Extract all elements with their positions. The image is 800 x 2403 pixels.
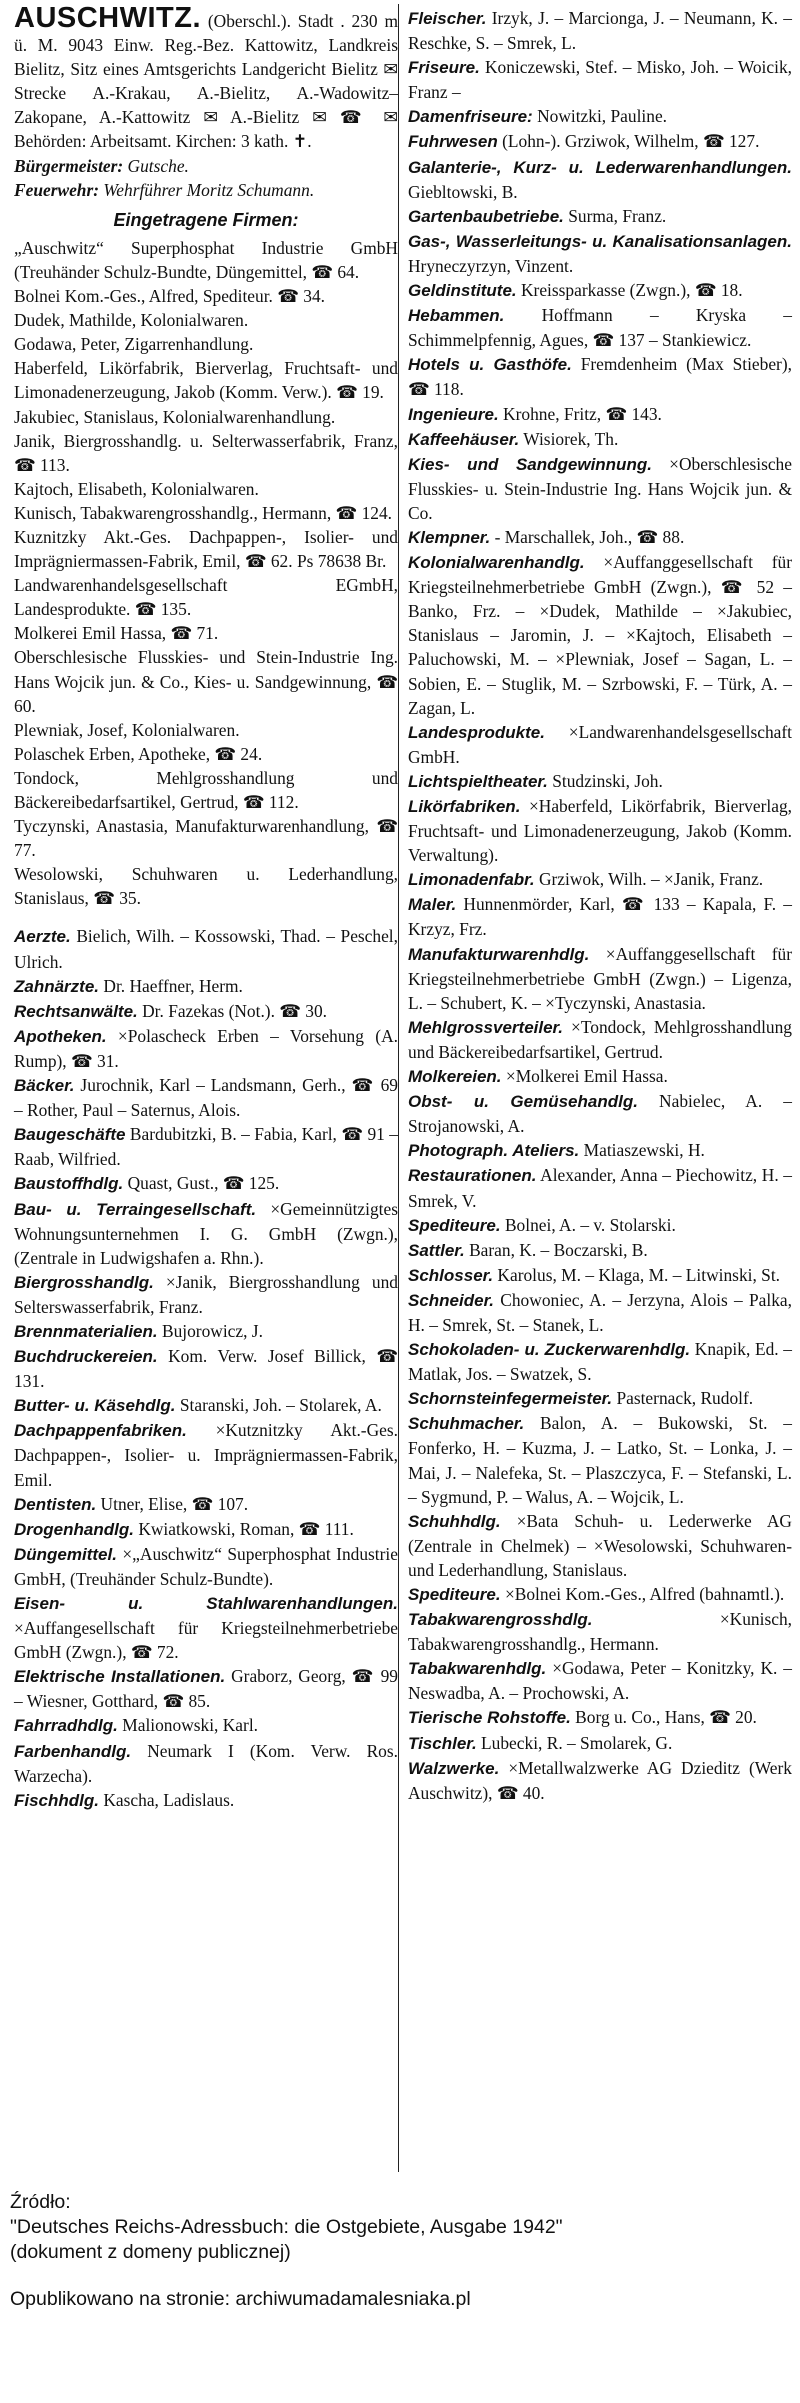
category-heading: Tabakwarengrosshdlg. — [408, 1610, 593, 1630]
category-heading: Klempner. — [408, 527, 491, 547]
directory-entry — [408, 278, 792, 303]
entry-text: Nabielec, A. – Strojanowski, A. — [408, 1091, 792, 1137]
category-heading: Photograph. Ateliers. — [408, 1141, 580, 1161]
entry-text: Dr. Fazekas (Not.). ☎ 30. — [142, 1000, 328, 1021]
category-heading: Spediteure. — [408, 1585, 501, 1604]
firm-entry: Tondock, Mehlgrosshandlung und Bäckereibedarfsartikel, Gertrud, ☎ 112. — [14, 767, 398, 812]
firm-entry: Bolnei Kom.-Ges., Alfred, Spediteur. ☎ 34. — [14, 286, 325, 307]
entry-text: ×Oberschlesische Flusskies- u. Stein-Industrie Ing. Hans Wojcik jun. & Co. — [408, 453, 792, 523]
category-heading: Tierische Rohstoffe. — [408, 1708, 571, 1728]
category-heading: Hebammen. — [408, 306, 505, 326]
entry-text: ×Gemeinnützigtes Wohnungsunternehmen I. G. GmbH (Zwgn.), (Zentrale in Ludwigshafen a. Rhn.). — [14, 1198, 398, 1268]
directory-entry — [14, 1517, 398, 1542]
directory-entry — [14, 1713, 398, 1738]
directory-entry — [408, 1731, 792, 1756]
directory-entry — [14, 1344, 398, 1393]
firm-entry: Kajtoch, Elisabeth, Kolonialwaren. — [14, 478, 259, 499]
firm-entry: Molkerei Emil Hassa, ☎ 71. — [14, 623, 219, 644]
firm-entry: Kunisch, Tabakwarengrosshandlg., Hermann, ☎ 124. — [14, 502, 392, 523]
category-heading: Schornsteinfegermeister. — [408, 1389, 613, 1409]
category-heading: Molkereien. — [408, 1067, 502, 1087]
category-heading: Rechtsanwälte. — [14, 1001, 138, 1021]
entry-text: Pasternack, Rudolf. — [616, 1388, 754, 1409]
category-heading: Obst- u. Gemüsehandlg. — [408, 1092, 638, 1112]
directory-entry — [14, 1542, 398, 1591]
category-heading: Zahnärzte. — [14, 976, 100, 996]
right-category-list — [408, 6, 792, 1805]
entry-text: ×Kutznitzky Akt.-Ges. Dachpappen-, Isolier- u. Imprägniermassen-Fabrik, Emil. — [14, 1420, 398, 1490]
category-heading: Baugeschäfte — [14, 1125, 126, 1145]
entry-text: Kreissparkasse (Zwgn.), ☎ 18. — [520, 280, 743, 301]
entry-text: ×Haberfeld, Likörfabrik, Bierverlag, Fruchtsaft- und Limonadenerzeugung, Jakob (Komm. Verwaltung). — [408, 796, 792, 866]
section-gap — [14, 910, 398, 924]
source-title: "Deutsches Reichs-Adressbuch: die Ostgebiete, Ausgabe 1942" — [10, 2216, 563, 2238]
category-heading: Drogenhandlg. — [14, 1519, 134, 1539]
category-heading: Kolonialwarenhandlg. — [408, 553, 585, 573]
directory-entry — [408, 892, 792, 941]
entry-text: Matiaszewski, H. — [583, 1140, 705, 1161]
category-heading: Restaurationen. — [408, 1166, 537, 1186]
entry-text: Bolnei, A. – v. Stolarski. — [504, 1214, 676, 1235]
category-heading: Schlosser. — [408, 1265, 494, 1285]
directory-entry — [408, 867, 792, 892]
firm-entry: Wesolowski, Schuhwaren u. Lederhandlung, Stanislaus, ☎ 35. — [14, 864, 398, 909]
entry-text: ×Godawa, Peter – Konitzky, K. – Neswadba, A. – Prochowski, A. — [408, 1658, 792, 1704]
directory-entry — [408, 1756, 792, 1805]
entry-text: ×Auffangesellschaft für Kriegsteilnehmerbetriebe GmbH (Zwgn.), ☎ 72. — [14, 1618, 398, 1663]
entry-text: Jurochnik, Karl – Landsmann, Gerh., ☎ 69 – Rother, Paul – Saternus, Alois. — [14, 1075, 398, 1121]
entry-text: Bardubitzki, B. – Fabia, Karl, ☎ 91 – Raab, Wilfried. — [14, 1124, 398, 1170]
category-heading: Aerzte. — [14, 927, 71, 947]
category-heading: Fischhdlg. — [14, 1790, 99, 1810]
entry-text: ×Tondock, Mehlgrosshandlung und Bäckereibedarfsartikel, Gertrud. — [408, 1016, 792, 1062]
entry-text: Irzyk, J. – Marcionga, J. – Neumann, K. – Reschke, S. – Smrek, L. — [408, 8, 792, 54]
entry-text: ×Landwarenhandelsgesellschaft GmbH. — [408, 721, 792, 767]
column-divider — [398, 4, 399, 2172]
right-column — [408, 6, 792, 1805]
entry-text: Kwiatkowski, Roman, ☎ 111. — [138, 1518, 354, 1539]
entry-text: ×Bata Schuh- u. Lederwerke AG (Zentrale in Chelmek) – ×Wesolowski, Schuhwaren- und Lederhandlung, Stanislaus. — [408, 1510, 792, 1580]
directory-entry — [408, 525, 792, 550]
category-heading: Geldinstitute. — [408, 281, 517, 301]
firm-entry: Godawa, Peter, Zigarrenhandlung. — [14, 334, 254, 355]
directory-entry — [408, 794, 792, 867]
directory-entry — [408, 104, 792, 129]
firms-list — [14, 236, 398, 911]
entry-text: Neumark I (Kom. Verw. Ros. Warzecha). — [14, 1740, 398, 1786]
firms-heading: Eingetragene Firmen: — [113, 209, 299, 230]
entry-text: Bujorowicz, J. — [161, 1320, 263, 1341]
directory-entry — [14, 1418, 398, 1491]
entry-text: ×Bolnei Kom.-Ges., Alfred (bahnamtl.). — [504, 1584, 785, 1604]
entry-text: Kom. Verw. Josef Billick, ☎ 131. — [14, 1346, 398, 1392]
directory-entry — [408, 1386, 792, 1411]
category-heading: Apotheken. — [14, 1026, 107, 1046]
source-label: Źródło: — [10, 2191, 71, 2213]
entry-text: ×Molkerei Emil Hassa. — [505, 1066, 668, 1087]
entry-text: Fremdenheim (Max Stieber), ☎ 118. — [408, 354, 792, 400]
entry-text: Knapik, Ed. – Matlak, Jos. – Swatzek, S. — [408, 1339, 792, 1385]
entry-text: Kascha, Ladislaus. — [103, 1789, 235, 1810]
directory-entry — [408, 204, 792, 229]
entry-text: Balon, A. – Bukowski, St. – Fonferko, H. – Kuzma, J. – Latko, St. – Lonka, J. – Mai, J. – Nalefeka, St. – Plaszczyca, F. – Stefanski, L. – Sygmund, P. – Walus, A. – Wojcik, L. — [408, 1413, 792, 1507]
category-heading: Schokoladen- u. Zuckerwarenhdlg. — [408, 1340, 691, 1360]
category-heading: Limonadenfabr. — [408, 870, 535, 890]
firm-entry: Kuznitzky Akt.-Ges. Dachpappen-, Isolier- und Imprägniermassen-Fabrik, Emil, ☎ 62. Ps 78638 Br. — [14, 526, 398, 572]
firm-entry: Janik, Biergrosshandlg. u. Selterwasserfabrik, Franz, ☎ 113. — [14, 430, 398, 475]
category-heading: Tabakwarenhdlg. — [408, 1659, 547, 1679]
category-heading: Likörfabriken. — [408, 797, 521, 816]
entry-text: Dr. Haeffner, Herm. — [103, 975, 243, 996]
directory-entry — [408, 452, 792, 525]
category-heading: Fuhrwesen — [408, 132, 498, 152]
entry-text: Studzinski, Joh. — [552, 770, 663, 791]
category-heading: Kaffeehäuser. — [408, 429, 520, 449]
directory-entry — [408, 129, 792, 154]
entry-text: ×Auffanggesellschaft für Kriegsteilnehmerbetriebe GmbH (Zwgn.) – Ligenza, L. – Schubert, K. – ×Tyczynski, Anastasia. — [408, 943, 792, 1013]
entry-text: ×Auffanggesellschaft für Kriegsteilnehmerbetriebe GmbH (Zwgn.), ☎ 52 – Banko, Frz. – ×Dudek, Mathilde – ×Jakubiec, Stanislaus – Jaromin, J. – ×Kajtoch, Elisabeth – Paluchowski, M. – ×Plewniak, Josef – Sagan, L. – Sobien, E. – Stuglik, M. – Szrbowski, F. – Türk, A. – Zagan, L. — [408, 552, 792, 718]
entry-text: Hoffmann – Kryska – Schimmelpfennig, Agues, ☎ 137 – Stankiewicz. — [408, 305, 792, 351]
city-title: AUSCHWITZ. — [14, 2, 202, 34]
category-heading: Manufakturwarenhdlg. — [408, 944, 590, 964]
entry-text: Chowoniec, A. – Jerzyna, Alois – Palka, H. – Smrek, St. – Stanek, L. — [408, 1289, 792, 1335]
mayor-label: Bürgermeister: — [14, 155, 124, 176]
entry-text: Karolus, M. – Klaga, M. – Litwinski, St. — [497, 1264, 781, 1285]
category-heading: Damenfriseure: — [408, 107, 533, 127]
directory-entry — [408, 1582, 792, 1607]
category-heading: Gartenbaubetriebe. — [408, 206, 564, 226]
directory-entry — [408, 1509, 792, 1582]
directory-entry — [14, 1739, 398, 1788]
category-heading: Lichtspieltheater. — [408, 771, 548, 791]
category-heading: Fleischer. — [408, 9, 487, 28]
entry-text: (Lohn-). Grziwok, Wilhelm, ☎ 127. — [502, 131, 760, 152]
directory-entry — [14, 1492, 398, 1517]
directory-entry — [408, 155, 792, 204]
directory-entry — [408, 1705, 792, 1730]
category-heading: Dachpappenfabriken. — [14, 1421, 187, 1441]
directory-entry — [14, 1171, 398, 1196]
directory-entry — [14, 1122, 398, 1171]
directory-entry — [14, 999, 398, 1024]
category-heading: Friseure. — [408, 58, 480, 78]
directory-entry — [14, 1591, 398, 1664]
firm-entry: Polaschek Erben, Apotheke, ☎ 24. — [14, 743, 263, 764]
category-heading: Bäcker. — [14, 1076, 75, 1096]
directory-entry — [14, 1073, 398, 1122]
directory-entry — [408, 1411, 792, 1508]
category-heading: Butter- u. Käsehdlg. — [14, 1396, 176, 1416]
directory-entry — [408, 1064, 792, 1089]
entry-text: Staranski, Joh. – Stolarek, A. — [179, 1395, 382, 1416]
source-note: (dokument z domeny publicznej) — [10, 2241, 291, 2263]
entry-text: Quast, Gust., ☎ 125. — [127, 1173, 280, 1194]
directory-entry — [408, 55, 792, 104]
directory-entry — [408, 1263, 792, 1288]
fire-label: Feuerwehr: — [14, 179, 100, 200]
entry-text: - Marschallek, Joh., ☎ 88. — [494, 526, 685, 547]
firm-entry: Landwarenhandelsgesellschaft EGmbH, Landesprodukte. ☎ 135. — [14, 575, 398, 620]
entry-text: Wisiorek, Th. — [523, 428, 619, 449]
category-heading: Tischler. — [408, 1733, 477, 1753]
category-heading: Mehlgrossverteiler. — [408, 1017, 563, 1037]
category-heading: Spediteure. — [408, 1215, 501, 1235]
category-heading: Dentisten. — [14, 1494, 97, 1514]
entry-text: Graborz, Georg, ☎ 99 – Wiesner, Gotthard, ☎ 85. — [14, 1666, 398, 1712]
category-heading: Schuhhdlg. — [408, 1511, 501, 1531]
entry-text: Surma, Franz. — [568, 205, 667, 226]
directory-entry — [408, 720, 792, 769]
category-heading: Biergrosshandlg. — [14, 1272, 154, 1292]
fire-line — [14, 178, 398, 202]
entry-text: Borg u. Co., Hans, ☎ 20. — [575, 1707, 757, 1728]
firm-entry: Jakubiec, Stanislaus, Kolonialwarenhandlung. — [14, 406, 336, 427]
directory-entry — [408, 6, 792, 55]
entry-text: ×Kunisch, Tabakwarengrosshandlg., Hermann. — [408, 1609, 792, 1655]
category-heading: Buchdruckereien. — [14, 1347, 158, 1367]
category-heading: Walzwerke. — [408, 1758, 500, 1778]
published-line: Opublikowano na stronie: archiwumadamalesniaka.pl — [10, 2288, 471, 2310]
entry-text: ×Metallwalzwerke AG Dzieditz (Werk Auschwitz), ☎ 40. — [408, 1757, 792, 1803]
mayor-value: Gutsche. — [127, 155, 189, 176]
directory-entry — [408, 1607, 792, 1656]
entry-text: Utner, Elise, ☎ 107. — [100, 1493, 249, 1514]
entry-text: Lubecki, R. – Smolarek, G. — [481, 1732, 673, 1753]
directory-entry — [14, 1270, 398, 1319]
source-footer — [10, 2190, 790, 2312]
firm-entry: Oberschlesische Flusskies- und Stein-Industrie Ing. Hans Wojcik jun. & Co., Kies- u. Sandgewinnung, ☎ 60. — [14, 647, 398, 716]
directory-entry — [408, 1015, 792, 1064]
directory-entry — [14, 1664, 398, 1713]
left-category-list — [14, 924, 398, 1812]
entry-text: Alexander, Anna – Piechowitz, H. – Smrek, V. — [408, 1165, 792, 1211]
firm-entry: Tyczynski, Anastasia, Manufakturwarenhandlung, ☎ 77. — [14, 816, 398, 861]
category-heading: Eisen- u. Stahlwarenhandlungen. — [14, 1594, 398, 1613]
category-heading: Galanterie-, Kurz- u. Lederwarenhandlungen. — [408, 157, 792, 177]
entry-text: Nowitzki, Pauline. — [537, 106, 668, 127]
directory-entry — [14, 1393, 398, 1418]
directory-entry — [408, 402, 792, 427]
entry-text: Koniczewski, Stef. – Misko, Joh. – Woicik, Franz – — [408, 57, 792, 103]
entry-text: Krohne, Fritz, ☎ 143. — [503, 403, 662, 424]
entry-text: Malionowski, Karl. — [122, 1715, 258, 1736]
firm-entry: Plewniak, Josef, Kolonialwaren. — [14, 719, 240, 740]
category-heading: Düngemittel. — [14, 1544, 117, 1564]
directory-entry — [14, 1197, 398, 1270]
directory-entry — [408, 1337, 792, 1386]
category-heading: Farbenhandlg. — [14, 1741, 132, 1761]
directory-entry — [408, 1213, 792, 1238]
directory-entry — [14, 974, 398, 999]
city-intro: (Oberschl.). Stadt . 230 m ü. M. 9043 Einw. Reg.-Bez. Kattowitz, Landkreis Bielitz, Sitz eines Amtsgerichts Landgericht Bielitz ✉ Strecke A.-Krakau, A.-Bielitz, A.-Wadowitz–Zakopane, A.-Kattowitz ✉ A.-Bielitz ✉ ☎ ✉ Behörden: Arbeitsamt. Kirchen: 3 kath. ✝. — [14, 11, 398, 152]
directory-entry — [408, 1238, 792, 1263]
entry-text: ×Polascheck Erben – Vorsehung (A. Rump), ☎ 31. — [14, 1025, 398, 1071]
entry-text: Baran, K. – Boczarski, B. — [469, 1239, 648, 1260]
entry-text: Grziwok, Wilh. – ×Janik, Franz. — [538, 869, 764, 890]
entry-text: Bielich, Wilh. – Kossowski, Thad. – Peschel, Ulrich. — [14, 926, 398, 972]
directory-entry — [408, 1138, 792, 1163]
fire-value: Wehrführer Moritz Schumann. — [103, 179, 315, 200]
category-heading: Kies- und Sandgewinnung. — [408, 454, 652, 474]
directory-entry — [408, 769, 792, 794]
category-heading: Sattler. — [408, 1240, 465, 1260]
category-heading: Fahrradhdlg. — [14, 1716, 118, 1736]
directory-entry — [408, 1288, 792, 1337]
category-heading: Elektrische Installationen. — [14, 1667, 226, 1687]
directory-entry — [408, 1089, 792, 1138]
entry-text: Hunnenmörder, Karl, ☎ 133 – Kapala, F. – Krzyz, Frz. — [408, 894, 792, 940]
directory-entry — [14, 924, 398, 973]
category-heading: Ingenieure. — [408, 404, 499, 424]
firm-entry: Haberfeld, Likörfabrik, Bierverlag, Fruchtsaft- und Limonadenerzeugung, Jakob (Komm. Verw.). ☎ 19. — [14, 358, 398, 403]
directory-entry — [408, 352, 792, 401]
category-heading: Schneider. — [408, 1290, 494, 1310]
category-heading: Hotels u. Gasthöfe. — [408, 355, 572, 375]
entry-text: Hryneczyrzyn, Vinzent. — [408, 255, 574, 276]
category-heading: Bau- u. Terraingesellschaft. — [14, 1199, 257, 1219]
category-heading: Brennmaterialien. — [14, 1321, 158, 1341]
directory-entry — [408, 229, 792, 278]
category-heading: Landesprodukte. — [408, 722, 545, 742]
firm-entry: Dudek, Mathilde, Kolonialwaren. — [14, 310, 249, 331]
directory-entry — [408, 427, 792, 452]
entry-text: ×„Auschwitz“ Superphosphat Industrie GmbH, (Treuhänder Schulz-Bundte). — [14, 1543, 398, 1589]
directory-entry — [14, 1024, 398, 1073]
category-heading: Schuhmacher. — [408, 1414, 525, 1434]
directory-entry — [14, 1788, 398, 1813]
left-column — [14, 2, 398, 1813]
category-heading: Maler. — [408, 895, 457, 915]
category-heading: Gas-, Wasserleitungs- u. Kanalisationsanlagen. — [408, 231, 792, 251]
city-header — [14, 2, 398, 154]
directory-entry — [408, 942, 792, 1015]
entry-text: ×Janik, Biergrosshandlung und Selterswasserfabrik, Franz. — [14, 1271, 398, 1317]
mayor-line — [14, 154, 398, 178]
firm-entry: „Auschwitz“ Superphosphat Industrie GmbH (Treuhänder Schulz-Bundte, Düngemittel, ☎ 64. — [14, 237, 398, 282]
directory-entry — [408, 303, 792, 352]
directory-entry — [408, 1656, 792, 1705]
entry-text: Giebltowski, B. — [408, 181, 518, 202]
directory-entry — [14, 1319, 398, 1344]
directory-entry — [408, 1163, 792, 1212]
category-heading: Baustoffhdlg. — [14, 1174, 124, 1194]
directory-entry — [408, 550, 792, 720]
